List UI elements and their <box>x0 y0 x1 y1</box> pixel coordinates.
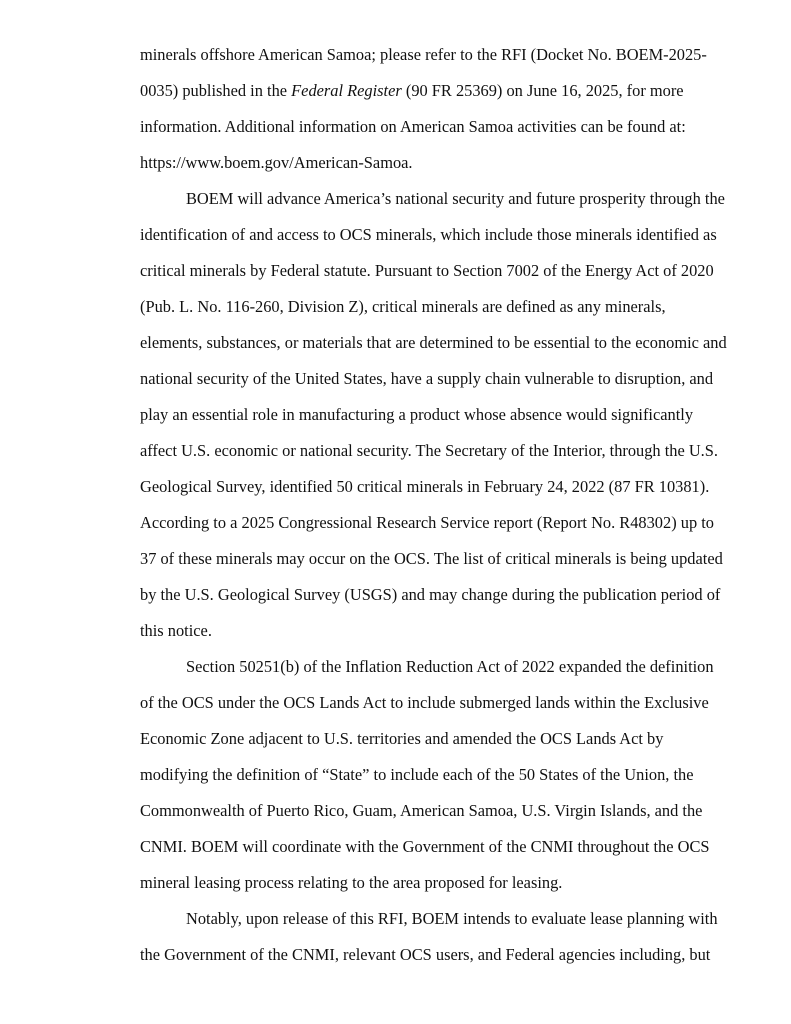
text-segment: national security of the United States, have a supply chain vulnerable to disruption, and <box>140 369 714 388</box>
text-segment: Economic Zone adjacent to U.S. territories and amended the OCS Lands Act by <box>140 729 664 748</box>
paragraph-4 <box>140 901 718 973</box>
text-segment: Section 50251(b) of the Inflation Reduction Act of 2022 expanded the definition <box>186 657 714 676</box>
text-segment: minerals offshore American Samoa; please refer to the RFI (Docket No. BOEM-2025- <box>140 45 707 64</box>
text-segment: critical minerals by Federal statute. Pursuant to Section 7002 of the Energy Act of 2020 <box>140 261 714 280</box>
text-line <box>140 901 718 937</box>
text-segment: modifying the definition of “State” to include each of the 50 States of the Union, the <box>140 765 694 784</box>
text-line <box>140 829 715 865</box>
text-line <box>140 865 715 901</box>
text-line <box>140 685 715 721</box>
text-line <box>140 937 715 973</box>
text-line <box>140 577 721 613</box>
text-segment: elements, substances, or materials that are determined to be essential to the economic and <box>140 333 727 352</box>
text-line <box>140 541 723 577</box>
text-line <box>140 505 715 541</box>
text-segment: this notice. <box>140 621 212 640</box>
document-body <box>140 37 727 973</box>
text-line <box>140 793 715 829</box>
text-segment: (90 FR 25369) on June 16, 2025, for more <box>401 81 684 100</box>
text-line <box>140 613 715 649</box>
text-segment: Notably, upon release of this RFI, BOEM intends to evaluate lease planning with <box>186 909 718 928</box>
text-line <box>140 361 715 397</box>
italic-title: Federal Register <box>291 81 402 100</box>
text-segment: the Government of the CNMI, relevant OCS users, and Federal agencies including, but <box>140 945 711 964</box>
text-segment: affect U.S. economic or national security. The Secretary of the Interior, through the U.S. <box>140 441 718 460</box>
text-segment: 0035) published in the <box>140 81 292 100</box>
text-segment: play an essential role in manufacturing a product whose absence would significantly <box>140 405 694 424</box>
text-line <box>140 109 715 145</box>
text-segment: information. Additional information on American Samoa activities can be found at: <box>140 117 686 136</box>
text-segment: Geological Survey, identified 50 critical minerals in February 24, 2022 (87 FR 10381). <box>140 477 710 496</box>
paragraph-3 <box>140 649 715 901</box>
url-text: https://www.boem.gov/American-Samoa. <box>140 153 413 172</box>
text-line <box>140 145 715 181</box>
text-line <box>140 649 715 685</box>
text-line <box>140 73 715 109</box>
text-line <box>140 289 715 325</box>
text-segment: Commonwealth of Puerto Rico, Guam, American Samoa, U.S. Virgin Islands, and the <box>140 801 703 820</box>
paragraph-1 <box>140 37 715 181</box>
text-line <box>140 325 727 361</box>
text-line <box>140 253 715 289</box>
text-segment: by the U.S. Geological Survey (USGS) and may change during the publication period of <box>140 585 721 604</box>
text-segment: CNMI. BOEM will coordinate with the Government of the CNMI throughout the OCS <box>140 837 710 856</box>
text-segment: BOEM will advance America’s national security and future prosperity through the <box>186 189 725 208</box>
text-line <box>140 721 715 757</box>
text-segment: identification of and access to OCS minerals, which include those minerals identified as <box>140 225 717 244</box>
text-segment: 37 of these minerals may occur on the OCS. The list of critical minerals is being updated <box>140 549 723 568</box>
text-segment: According to a 2025 Congressional Research Service report (Report No. R48302) up to <box>140 513 714 532</box>
text-line <box>140 217 715 253</box>
text-line <box>140 757 715 793</box>
text-line <box>140 37 715 73</box>
text-segment: mineral leasing process relating to the area proposed for leasing. <box>140 873 563 892</box>
text-line <box>140 397 715 433</box>
text-line <box>140 469 715 505</box>
text-line <box>140 181 725 217</box>
text-segment: (Pub. L. No. 116-260, Division Z), critical minerals are defined as any minerals, <box>140 297 666 316</box>
text-segment: of the OCS under the OCS Lands Act to include submerged lands within the Exclusive <box>140 693 709 712</box>
text-line <box>140 433 718 469</box>
paragraph-2 <box>140 181 727 649</box>
